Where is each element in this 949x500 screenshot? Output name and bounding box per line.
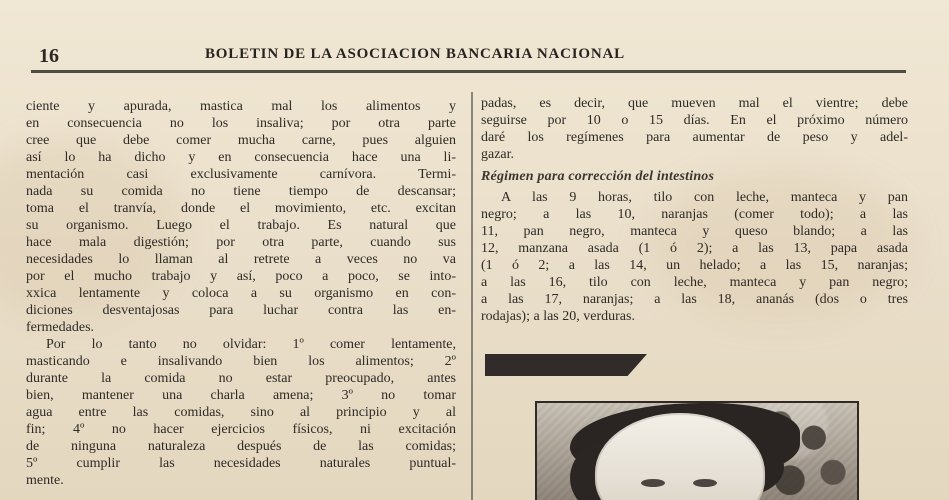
left-column-line: hace mala digestión; por otra parte, cuando sus — [26, 235, 456, 250]
left-column-line: necesidades lo llaman al retrete a veces no va — [26, 252, 456, 267]
page-header — [28, 41, 921, 67]
left-eye-icon — [641, 479, 665, 487]
left-column-line: Por lo tanto no olvidar: 1º comer lentamente, — [46, 337, 456, 352]
left-column-line: nada su comida no tiene tiempo de descansar; — [26, 184, 456, 199]
decorative-bar — [485, 354, 647, 376]
right-column-body-line: 12, manzana asada (1 ó 2); a las 13, papa asada — [481, 241, 908, 256]
section-heading: Régimen para corrección del intestinos — [481, 169, 715, 184]
left-column-line: mente. — [26, 473, 64, 488]
left-column-line: diciones desventajosas para luchar contra las en- — [26, 303, 456, 318]
portrait-photo — [535, 401, 859, 500]
page-number: 16 — [39, 45, 59, 67]
right-column-body-line: 11, pan negro, manteca y queso blando; a las — [481, 224, 908, 239]
right-column-body-line: A las 9 horas, tilo con leche, manteca y pan — [501, 190, 908, 205]
left-column-line: xxica lentamente y coloca a su organismo en con- — [26, 286, 456, 301]
right-column-body-line: a las 16, tilo con leche, manteca y pan negro; — [481, 275, 908, 290]
header-rule — [31, 70, 906, 73]
left-column-line: fin; 4º no hacer ejercicios físicos, ni excitación — [26, 422, 456, 437]
right-column-intro-line: gazar. — [481, 147, 515, 162]
right-column-intro-line: seguirse por 10 o 15 días. En el próximo número — [481, 113, 908, 128]
right-column-body-line: rodajas); a las 20, verduras. — [481, 309, 635, 324]
left-column-line: bien, mantener una charla amena; 3º no tomar — [26, 388, 456, 403]
right-column-body-line: a las 17, naranjas; a las 18, ananás (dos o tres — [481, 292, 908, 307]
left-column-line: masticando e insalivando bien los alimentos; 2º — [26, 354, 456, 369]
left-column-line: agua entre las comidas, sino al principio y al — [26, 405, 456, 420]
left-column — [26, 98, 456, 489]
right-eye-icon — [693, 479, 717, 487]
left-column-line: en consecuencia no los insaliva; por otra parte — [26, 116, 456, 131]
left-column-line: 5º cumplir las necesidades naturales puntual- — [26, 456, 456, 471]
left-column-line: mentación casi exclusivamente carnívora. Termi- — [26, 167, 456, 182]
left-column-line: ciente y apurada, mastica mal los alimentos y — [26, 99, 456, 114]
left-column-line: toma el tranvía, donde el movimiento, etc. excitan — [26, 201, 456, 216]
left-column-line: fermedades. — [26, 320, 95, 335]
left-column-line: cree que debe comer mucha carne, pues alguien — [26, 133, 456, 148]
left-column-line: de ninguna naturaleza después de las comidas; — [26, 439, 456, 454]
right-column-body-line: (1 ó 2; a las 14, un helado; a las 15, naranjas; — [481, 258, 908, 273]
right-column-intro-line: padas, es decir, que mueven mal el vientre; debe — [481, 96, 908, 111]
left-column-line: por el mucho trabajo y así, poco a poco, se into- — [26, 269, 456, 284]
running-title: BOLETIN DE LA ASOCIACION BANCARIA NACIONAL — [205, 46, 625, 62]
right-column-body-line: negro; a las 10, naranjas (comer todo); a las — [481, 207, 908, 222]
right-column — [481, 95, 908, 325]
column-divider — [471, 92, 473, 500]
left-column-line: durante la comida no estar preocupado, antes — [26, 371, 456, 386]
right-column-intro-line: daré los regímenes para aumentar de peso y adel- — [481, 130, 908, 145]
left-column-line: su organismo. Luego el trabajo. Es natural que — [26, 218, 456, 233]
left-column-line: así lo ha dicho y en consecuencia hace una li- — [26, 150, 456, 165]
